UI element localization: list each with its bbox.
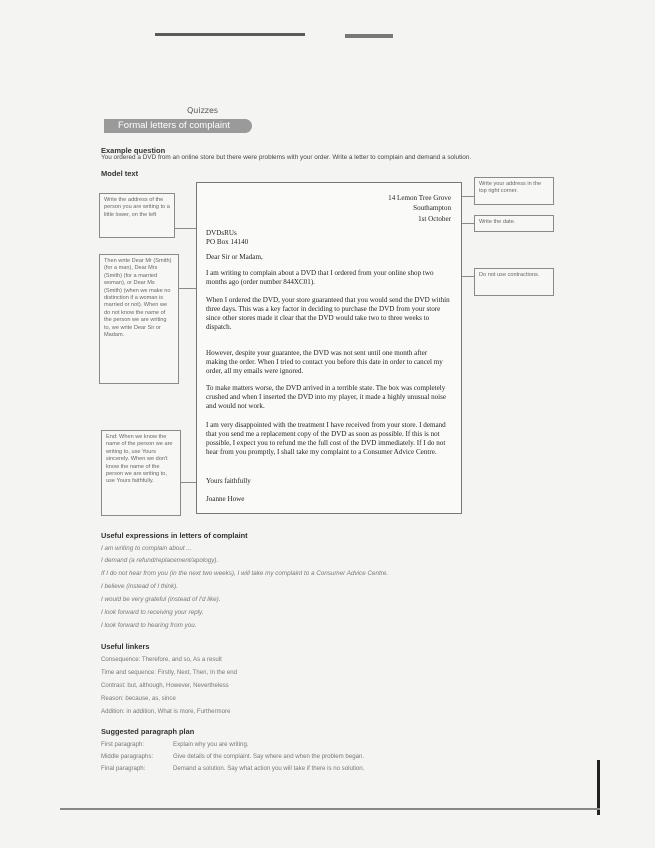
example-question-text: You ordered a DVD from an online store but there were problems with your order. Write a letter to complain and demand a solution. [101, 154, 472, 161]
plan-row-text: Demand a solution. Say what action you will take if there is no solution. [173, 765, 365, 772]
handwritten-note: Quizzes [187, 106, 219, 115]
scan-edge-mark [597, 760, 600, 815]
useful-expressions-heading: Useful expressions in letters of complaint [101, 531, 248, 540]
example-question-heading: Example question [101, 146, 166, 155]
recipient-address-line: PO Box 14140 [206, 238, 249, 246]
expression-item: I am writing to complain about ... [101, 545, 192, 552]
sender-address-line: 14 Lemon Tree Grove [388, 194, 451, 202]
annotation-date: Write the date. [474, 215, 554, 232]
linker-item: Time and sequence: Firstly, Next, Then, In the end [101, 669, 238, 676]
useful-linkers-heading: Useful linkers [101, 642, 150, 651]
model-text-heading: Model text [101, 169, 139, 178]
plan-row-text: Explain why you are writing. [173, 741, 249, 748]
plan-row-text: Give details of the complaint. Say where and when the problem began. [173, 753, 365, 760]
annotation-ending: End: When we know the name of the person we are writing to, use Yours sincerely. When we don't know the name of the person we are writing to, use Yours faithfully. [101, 430, 181, 516]
linker-item: Addition: in addition, What is more, Furthermore [101, 708, 231, 715]
linker-item: Consequence: Therefore, and so, As a result [101, 656, 222, 663]
letter-paragraph: I am very disappointed with the treatment I have received from your store. I demand that you send me a replacement copy of the DVD as soon as possible. If this is not possible, I expect you to refund me the full cost of the DVD immediately. If I do not hear from you promptly, I shall take my complaint to a Consumer Advice Centre. [206, 421, 446, 457]
linker-item: Reason: because, as, since [101, 695, 176, 702]
plan-row-label: Final paragraph: [101, 765, 146, 772]
paragraph-plan-heading: Suggested paragraph plan [101, 727, 195, 736]
plan-row-label: First paragraph: [101, 741, 145, 748]
letter-paragraph: However, despite your guarantee, the DVD was not sent until one month after making the order. When I tried to contact you before this date in order to cancel my order, all my emails were ignored. [206, 349, 443, 376]
letter-paragraph: When I ordered the DVD, your store guaranteed that you would send the DVD within three days. This was a key factor in deciding to purchase the DVD from your store since other stores made it clear that the DVD would take two to three weeks to dispatch. [206, 296, 450, 332]
linker-item: Contrast: but, although, However, Nevertheless [101, 682, 229, 689]
scan-edge-mark [345, 34, 393, 38]
model-letter [196, 182, 462, 514]
expression-item: If I do not hear from you (in the next two weeks), I will take my complaint to a Consumer Advice Centre. [101, 570, 389, 577]
scan-edge-mark [60, 808, 600, 810]
sender-address-line: Southampton [413, 204, 451, 212]
letter-signature: Joanne Howe [206, 495, 245, 503]
expression-item: I look forward to receiving your reply. [101, 609, 204, 616]
annotation-sender-address: Write your address in the top right corner. [474, 177, 554, 205]
letter-paragraph: To make matters worse, the DVD arrived in a terrible state. The box was completely crushed and when I inserted the DVD into my player, it made a highly unusual noise and would not work. [206, 384, 447, 411]
recipient-address-line: DVDsRUs [206, 229, 237, 237]
expression-item: I demand (a refund/replacement/apology). [101, 557, 219, 564]
letter-salutation: Dear Sir or Madam, [206, 253, 263, 261]
annotation-recipient-address: Write the address of the person you are writing to a little lower, on the left [99, 193, 175, 238]
letter-date: 1st October [418, 215, 451, 223]
scan-edge-mark [155, 33, 305, 36]
annotation-contractions: Do not use contractions. [474, 268, 554, 296]
letter-closing: Yours faithfully [206, 477, 251, 485]
expression-item: I would be very grateful (instead of I'd like). [101, 596, 221, 603]
annotation-salutation: Then write Dear Mr (Smith) (for a man), Dear Mrs (Smith) (for a married woman), or Dear Ms (Smith) (when we make no distinction if a woman is married or not). When we do not know the name of the person we are writing to, we write Dear Sir or Madam. [99, 254, 179, 384]
expression-item: I believe (instead of I think). [101, 583, 179, 590]
expression-item: I look forward to hearing from you. [101, 622, 197, 629]
section-title: Formal letters of complaint [104, 119, 252, 133]
plan-row-label: Middle paragraphs: [101, 753, 154, 760]
letter-paragraph: I am writing to complain about a DVD that I ordered from your online shop two months ago (order number 844XC01). [206, 269, 434, 287]
